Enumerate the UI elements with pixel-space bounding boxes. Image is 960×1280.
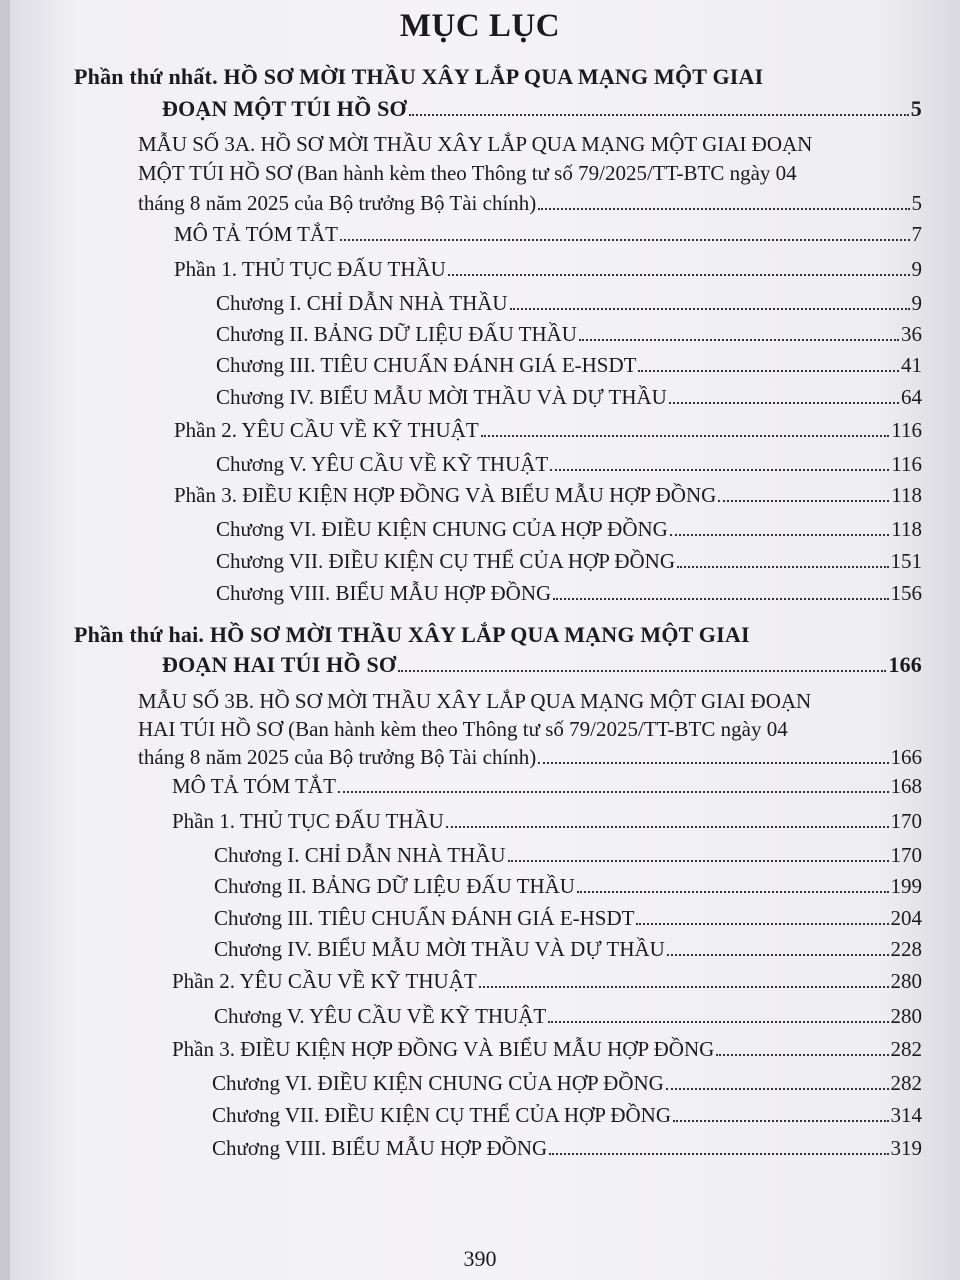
toc-leader-dots xyxy=(718,500,889,502)
toc-entry-label: MÔ TẢ TÓM TẮT xyxy=(174,222,338,246)
section-1-heading-line2-row xyxy=(162,96,922,122)
toc-leader-dots xyxy=(638,370,899,372)
toc-leader-dots xyxy=(479,986,889,988)
toc-entry-page: 116 xyxy=(891,418,922,442)
form-3a-line3-row xyxy=(138,190,922,216)
toc-title: MỤC LỤC xyxy=(399,8,561,44)
toc-entry xyxy=(214,842,922,868)
page-number: 390 xyxy=(463,1246,497,1271)
form-3b-line2: HAI TÚI HỒ SƠ (Ban hành kèm theo Thông tư số 79/2025/TT-BTC ngày 04 xyxy=(138,717,788,741)
form-3b-line3-row xyxy=(138,744,922,770)
toc-entry-page: 7 xyxy=(911,222,922,246)
toc-entry-page: 64 xyxy=(901,385,922,409)
toc-entry xyxy=(172,808,922,834)
toc-entry xyxy=(214,873,922,899)
toc-entry-label: Chương VI. ĐIỀU KIỆN CHUNG CỦA HỢP ĐỒNG xyxy=(212,1071,664,1095)
toc-leader-dots xyxy=(636,923,888,925)
toc-entry xyxy=(216,580,922,606)
section-2-heading-page: 166 xyxy=(888,652,922,677)
toc-entry xyxy=(214,936,922,962)
form-3b-page: 166 xyxy=(890,745,922,769)
toc-entry-label: Chương I. CHỈ DẪN NHÀ THẦU xyxy=(216,291,508,315)
toc-entry-page: 228 xyxy=(890,937,922,961)
toc-leader-dots xyxy=(548,1021,888,1023)
toc-entry xyxy=(174,417,922,443)
toc-entry-page: 319 xyxy=(890,1136,922,1160)
page-edge-shadow xyxy=(0,0,10,1280)
toc-entry-label: Chương VI. ĐIỀU KIỆN CHUNG CỦA HỢP ĐỒNG xyxy=(216,517,668,541)
toc-entry xyxy=(214,905,922,931)
toc-entry-page: 280 xyxy=(890,969,922,993)
toc-entry-page: 36 xyxy=(901,322,922,346)
toc-leader-dots xyxy=(550,469,889,471)
toc-leader-dots xyxy=(481,435,890,437)
toc-entry-label: Chương IV. BIỂU MẪU MỜI THẦU VÀ DỰ THẦU xyxy=(216,385,667,409)
toc-leader-dots xyxy=(716,1054,888,1056)
section-2-heading-line1: Phần thứ hai. HỒ SƠ MỜI THẦU XÂY LẮP QUA MẠNG MỘT GIAI xyxy=(74,622,750,647)
toc-entry xyxy=(216,321,922,347)
toc-leader-dots xyxy=(538,208,909,210)
form-3a-line3: tháng 8 năm 2025 của Bộ trưởng Bộ Tài chính) xyxy=(138,191,537,215)
toc-entry xyxy=(174,482,922,508)
form-3a-line1: MẪU SỐ 3A. HỒ SƠ MỜI THẦU XÂY LẮP QUA MẠNG MỘT GIAI ĐOẠN xyxy=(138,132,813,156)
toc-leader-dots xyxy=(446,826,889,828)
section-2-heading-line2: ĐOẠN HAI TÚI HỒ SƠ xyxy=(162,652,397,677)
toc-entry-page: 151 xyxy=(890,549,922,573)
form-3a-page: 5 xyxy=(911,191,922,215)
toc-entry-label: Chương V. YÊU CẦU VỀ KỸ THUẬT xyxy=(214,1004,547,1028)
toc-entry-label: Phần 2. YÊU CẦU VỀ KỸ THUẬT xyxy=(174,418,479,442)
toc-entry-label: Chương IV. BIỂU MẪU MỜI THẦU VÀ DỰ THẦU xyxy=(214,937,665,961)
toc-entry xyxy=(216,451,922,477)
toc-leader-dots xyxy=(677,566,888,568)
form-3b-line3: tháng 8 năm 2025 của Bộ trưởng Bộ Tài chính) xyxy=(138,745,537,769)
toc-entry-page: 41 xyxy=(901,353,922,377)
toc-entry xyxy=(172,773,922,799)
toc-entry-page: 170 xyxy=(890,843,922,867)
toc-entry-label: Phần 1. THỦ TỤC ĐẤU THẦU xyxy=(172,809,444,833)
toc-leader-dots xyxy=(579,339,899,341)
toc-entry-label: Chương VIII. BIỂU MẪU HỢP ĐỒNG xyxy=(212,1136,548,1160)
toc-entry-label: Chương VII. ĐIỀU KIỆN CỤ THỂ CỦA HỢP ĐỒNG xyxy=(216,549,676,573)
toc-entry-page: 118 xyxy=(891,483,922,507)
toc-entry-label: Phần 3. ĐIỀU KIỆN HỢP ĐỒNG VÀ BIỂU MẪU HỢP ĐỒNG xyxy=(172,1037,715,1061)
toc-leader-dots xyxy=(409,114,909,116)
toc-entry-page: 168 xyxy=(890,774,922,798)
form-3a-line2: MỘT TÚI HỒ SƠ (Ban hành kèm theo Thông tư số 79/2025/TT-BTC ngày 04 xyxy=(138,161,797,185)
toc-entry xyxy=(174,256,922,282)
toc-entry-label: MÔ TẢ TÓM TẮT xyxy=(172,774,336,798)
toc-leader-dots xyxy=(666,1088,889,1090)
toc-entry-label: Chương II. BẢNG DỮ LIỆU ĐẤU THẦU xyxy=(216,322,577,346)
section-1-heading-line2: ĐOẠN MỘT TÚI HỒ SƠ xyxy=(162,96,407,121)
toc-entry xyxy=(174,221,922,247)
toc-entry-page: 118 xyxy=(891,517,922,541)
toc-entry-page: 170 xyxy=(890,809,922,833)
toc-leader-dots xyxy=(577,891,889,893)
toc-leader-dots xyxy=(549,1153,888,1155)
toc-entry xyxy=(216,352,922,378)
toc-leader-dots xyxy=(538,762,888,764)
section-1-heading-page: 5 xyxy=(910,96,922,121)
toc-entry-label: Phần 1. THỦ TỤC ĐẤU THẦU xyxy=(174,257,446,281)
toc-entry xyxy=(212,1102,922,1128)
toc-leader-dots xyxy=(448,274,910,276)
toc-entry-page: 9 xyxy=(911,257,922,281)
toc-entry xyxy=(212,1135,922,1161)
toc-entry-page: 282 xyxy=(890,1037,922,1061)
toc-entry-page: 9 xyxy=(911,291,922,315)
toc-entry xyxy=(212,1070,922,1096)
toc-leader-dots xyxy=(673,1120,888,1122)
toc-leader-dots xyxy=(553,598,888,600)
toc-entry-label: Chương II. BẢNG DỮ LIỆU ĐẤU THẦU xyxy=(214,874,575,898)
toc-entry xyxy=(214,1003,922,1029)
toc-entry-page: 314 xyxy=(890,1103,922,1127)
toc-entry-label: Chương III. TIÊU CHUẨN ĐÁNH GIÁ E-HSDT xyxy=(216,353,637,377)
toc-leader-dots xyxy=(508,860,889,862)
toc-entry-page: 282 xyxy=(890,1071,922,1095)
toc-entry xyxy=(172,968,922,994)
toc-entry xyxy=(216,290,922,316)
toc-entry-label: Phần 2. YÊU CẦU VỀ KỸ THUẬT xyxy=(172,969,477,993)
toc-leader-dots xyxy=(340,239,910,241)
toc-leader-dots xyxy=(670,534,889,536)
toc-entry-page: 280 xyxy=(890,1004,922,1028)
toc-entry xyxy=(216,548,922,574)
toc-leader-dots xyxy=(669,402,899,404)
toc-entry-page: 204 xyxy=(890,906,922,930)
toc-entry-label: Chương VIII. BIỂU MẪU HỢP ĐỒNG xyxy=(216,581,552,605)
toc-entry xyxy=(216,384,922,410)
form-3b-line1: MẪU SỐ 3B. HỒ SƠ MỜI THẦU XÂY LẮP QUA MẠNG MỘT GIAI ĐOẠN xyxy=(138,689,812,713)
toc-entry xyxy=(172,1036,922,1062)
toc-leader-dots xyxy=(338,791,889,793)
toc-entry-label: Phần 3. ĐIỀU KIỆN HỢP ĐỒNG VÀ BIỂU MẪU HỢP ĐỒNG xyxy=(174,483,717,507)
section-2-heading-line2-row xyxy=(162,652,922,678)
toc-entry-label: Chương V. YÊU CẦU VỀ KỸ THUẬT xyxy=(216,452,549,476)
toc-entry-label: Chương I. CHỈ DẪN NHÀ THẦU xyxy=(214,843,506,867)
toc-leader-dots xyxy=(398,670,886,672)
toc-entry-page: 156 xyxy=(890,581,922,605)
toc-entry-label: Chương VII. ĐIỀU KIỆN CỤ THỂ CỦA HỢP ĐỒNG xyxy=(212,1103,672,1127)
toc-leader-dots xyxy=(667,954,889,956)
toc-entry-page: 116 xyxy=(891,452,922,476)
toc-entry-page: 199 xyxy=(890,874,922,898)
section-1-heading-line1: Phần thứ nhất. HỒ SƠ MỜI THẦU XÂY LẮP QUA MẠNG MỘT GIAI xyxy=(74,64,764,89)
toc-entry xyxy=(216,516,922,542)
toc-leader-dots xyxy=(510,308,910,310)
toc-entry-label: Chương III. TIÊU CHUẨN ĐÁNH GIÁ E-HSDT xyxy=(214,906,635,930)
